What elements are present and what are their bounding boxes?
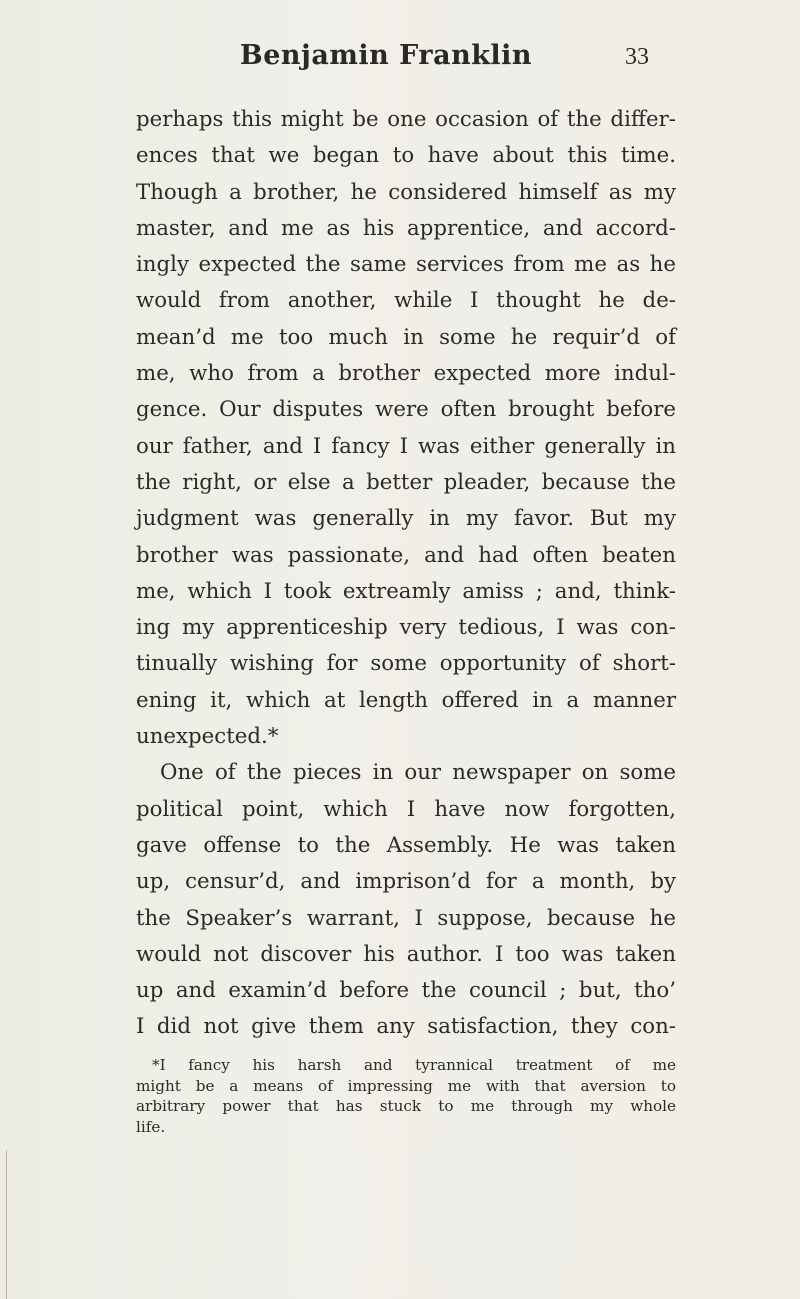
text-line: political point, which I have now forgotten,	[136, 796, 676, 822]
page-number: 33	[625, 44, 649, 70]
footnote	[136, 1055, 676, 1137]
text-line: perhaps this might be one occasion of the differ-	[136, 107, 676, 132]
text-line: me, which I took extreamly amiss ; and, think-	[136, 578, 676, 604]
text-line: judgment was generally in my favor. But my	[136, 506, 676, 532]
text-line: the Speaker’s warrant, I suppose, because he	[136, 905, 676, 931]
text-line: Though a brother, he considered himself as my	[136, 179, 676, 205]
text-line: brother was passionate, and had often beaten	[136, 542, 676, 568]
text-line: the right, or else a better pleader, because the	[136, 469, 676, 495]
page-edge-shadow	[6, 1150, 7, 1299]
text-line: master, and me as his apprentice, and accord-	[136, 215, 676, 241]
text-line: tinually wishing for some opportunity of short-	[136, 651, 676, 677]
text-line: our father, and I fancy I was either generally in	[136, 433, 676, 459]
text-line: up and examin’d before the council ; but, tho’	[136, 978, 676, 1004]
text-line: up, censur’d, and imprison’d for a month, by	[136, 869, 676, 895]
text-line: would not discover his author. I too was taken	[136, 941, 676, 967]
text-line: ingly expected the same services from me as he	[136, 252, 676, 278]
footnote-line: life.	[136, 1117, 166, 1136]
text-line: unexpected.*	[136, 724, 279, 750]
footnote-line: might be a means of impressing me with that aversion to	[136, 1076, 676, 1095]
text-line: gave offense to the Assembly. He was taken	[136, 832, 676, 858]
text-line: mean’d me too much in some he requir’d of	[136, 324, 676, 350]
running-title: Benjamin Franklin	[239, 40, 533, 71]
text-line: me, who from a brother expected more indul-	[136, 361, 676, 387]
text-line: One of the pieces in our newspaper on some	[160, 760, 676, 786]
text-line: ening it, which at length offered in a manner	[136, 687, 676, 713]
footnote-line: arbitrary power that has stuck to me through my whole	[136, 1097, 676, 1115]
text-line: gence. Our disputes were often brought before	[136, 397, 676, 423]
text-line: I did not give them any satisfaction, they con-	[136, 1014, 676, 1040]
text-line: would from another, while I thought he de-	[136, 288, 676, 314]
running-head	[0, 40, 800, 80]
footnote-line: *I fancy his harsh and tyrannical treatment of me	[152, 1056, 676, 1074]
text-line: ences that we began to have about this time.	[136, 143, 676, 169]
body-text	[136, 102, 676, 1046]
text-line: ing my apprenticeship very tedious, I was con-	[136, 615, 676, 641]
